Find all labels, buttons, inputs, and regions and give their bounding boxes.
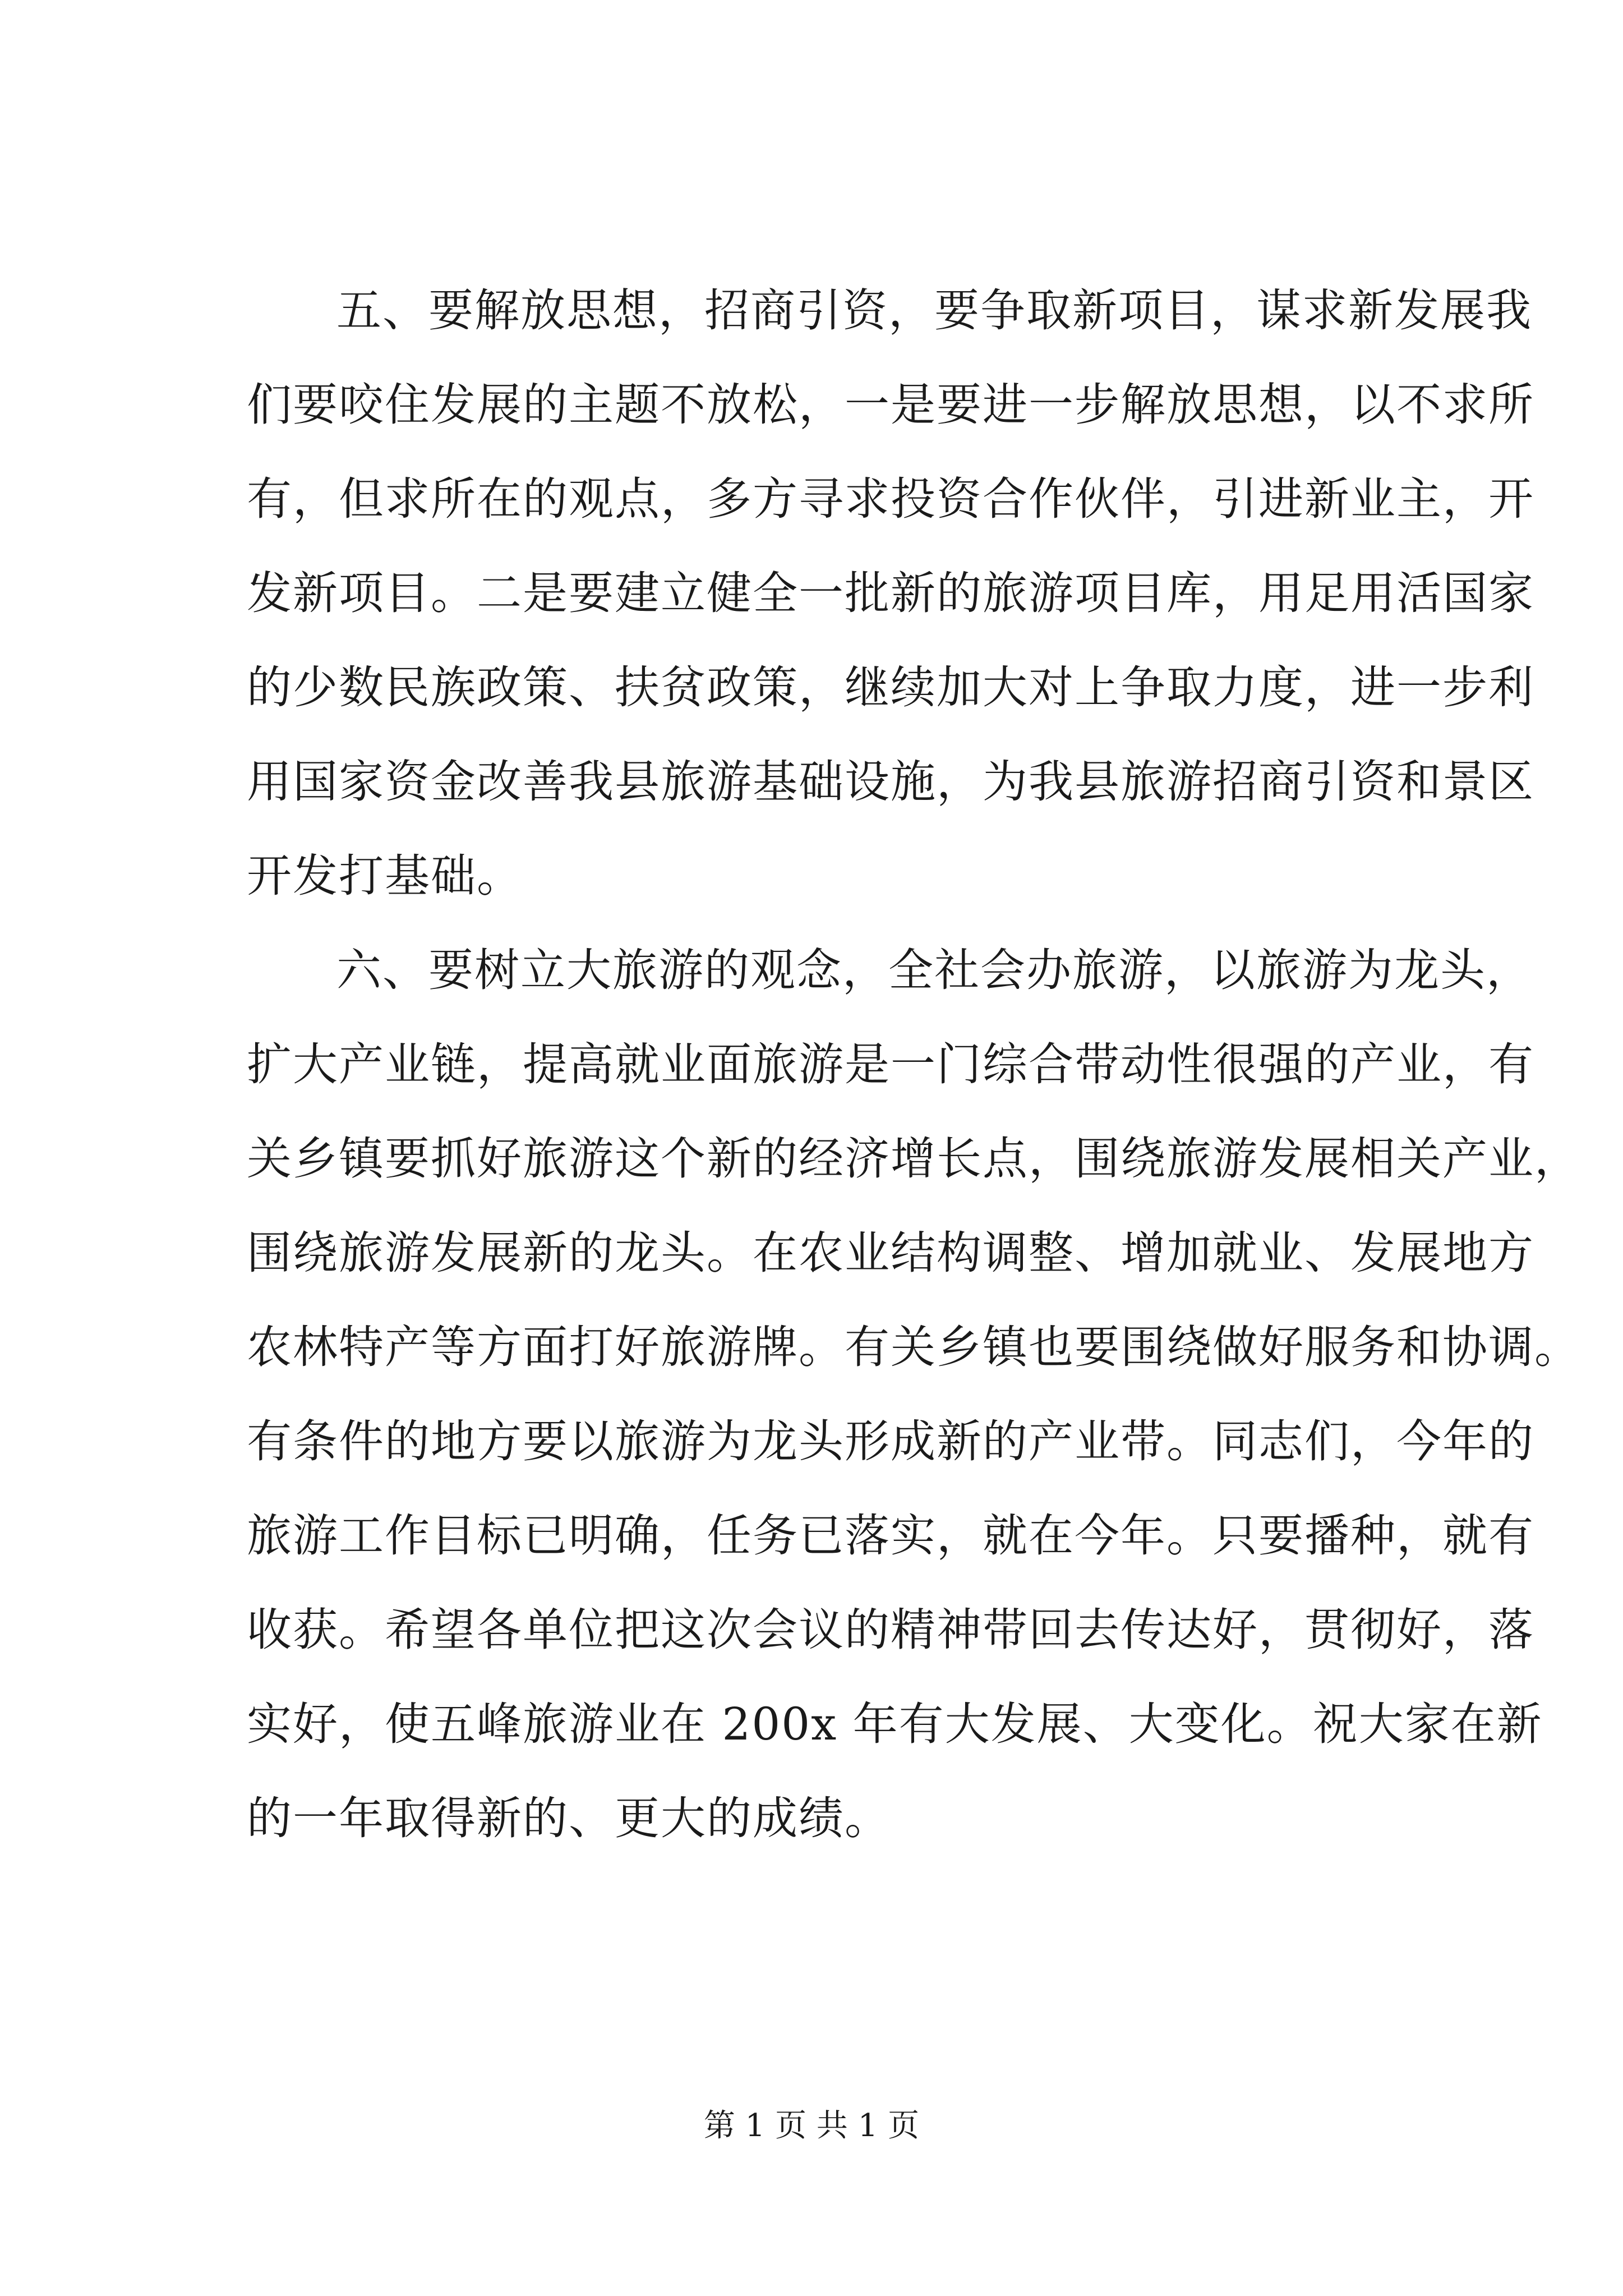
paragraph-line: 旅游工作目标已明确，任务已落实，就在今年。只要播种，就有 [247, 1510, 1534, 1562]
paragraph-line: 收获。希望各单位把这次会议的精神带回去传达好，贯彻好，落 [247, 1604, 1534, 1656]
paragraph-line: 们要咬住发展的主题不放松，一是要进一步解放思想，以不求所 [247, 379, 1534, 431]
paragraph-line: 用国家资金改善我县旅游基础设施，为我县旅游招商引资和景区 [247, 756, 1534, 808]
paragraph-line: 开发打基础。 [247, 850, 523, 902]
paragraph-6 [247, 923, 1580, 1866]
page-number-footer: 第 1 页 共 1 页 [703, 2108, 920, 2144]
paragraph-line: 实好，使五峰旅游业在 200x 年有大发展、大变化。祝大家在新 [247, 1698, 1543, 1750]
paragraph-5 [247, 264, 1534, 923]
paragraph-line: 的一年取得新的、更大的成绩。 [247, 1792, 891, 1844]
paragraph-line: 关乡镇要抓好旅游这个新的经济增长点，围绕旅游发展相关产业， [247, 1133, 1580, 1185]
paragraph-line: 扩大产业链，提高就业面旅游是一门综合带动性很强的产业，有 [247, 1038, 1534, 1091]
paragraph-line: 农林特产等方面打好旅游牌。有关乡镇也要围绕做好服务和协调。 [247, 1321, 1580, 1373]
document-body [247, 264, 1580, 1866]
paragraph-line: 的少数民族政策、扶贫政策，继续加大对上争取力度，进一步利 [247, 661, 1534, 714]
paragraph-line: 六、要树立大旅游的观念，全社会办旅游，以旅游为龙头， [336, 944, 1532, 996]
paragraph-line: 发新项目。二是要建立健全一批新的旅游项目库，用足用活国家 [247, 567, 1534, 619]
paragraph-line: 围绕旅游发展新的龙头。在农业结构调整、增加就业、发展地方 [247, 1227, 1534, 1279]
paragraph-line: 五、要解放思想，招商引资，要争取新项目，谋求新发展我 [336, 284, 1532, 337]
paragraph-line: 有条件的地方要以旅游为龙头形成新的产业带。同志们，今年的 [247, 1415, 1534, 1467]
paragraph-line: 有，但求所在的观点，多方寻求投资合作伙伴，引进新业主，开 [247, 473, 1534, 525]
